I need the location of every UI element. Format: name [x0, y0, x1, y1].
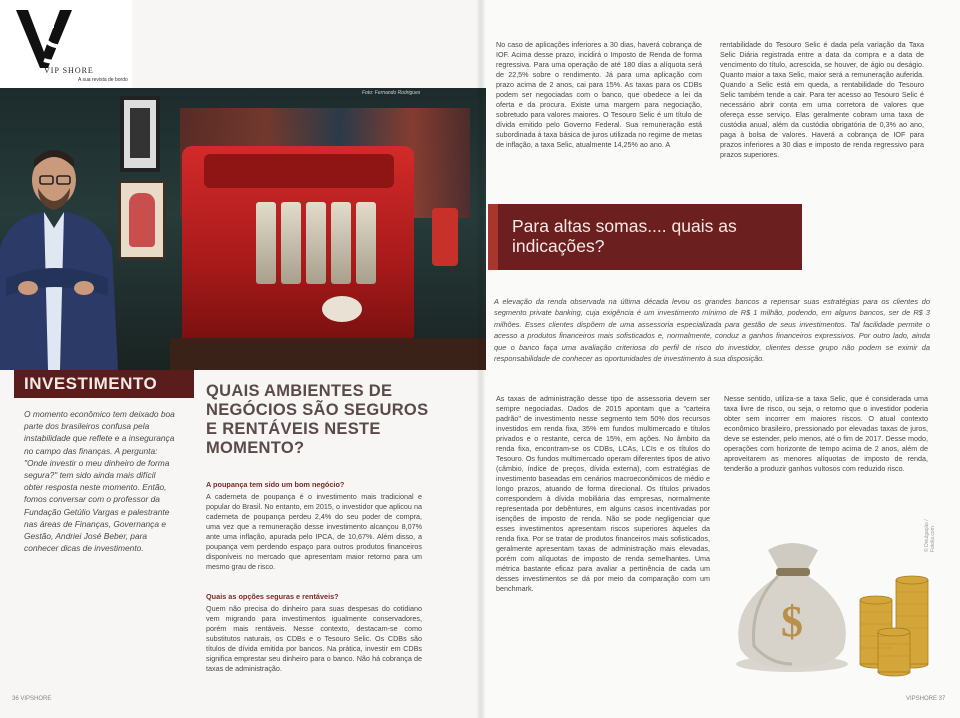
- svg-text:$: $: [781, 597, 803, 646]
- logo-brand: VIP SHORE: [44, 66, 94, 75]
- photo-credit: Foto: Fernando Rodrigues: [362, 90, 421, 96]
- right-bottom-column-1: As taxas de administração desse tipo de assessoria devem ser sempre negociadas. Dados de 2015 apontam que a "carteira padrão" de investimento nesse segmento tem 50% dos recursos investidos em renda fixa, 35% em fundos multimercado e títulos privados e o restante, cerca de 15%, em ações. No âmbito da renda fixa, encontram-se os CDBs, LCAs, LCIs e os títulos do Tesouro. Os fundos multimercado operam diferentes tipos de ativo (câmbio, índice de preços, dívida externa), com estratégias de investimento baseadas em cenários macroeconômicos de médio e longo prazos, atuando de forma direcional. Os títulos privados correspondem à dívida mobiliária das empresas, normalmente representada por debêntures, em alguns casos incentivadas por isenções de imposto de renda. Não se pode negligenciar que esses investimentos apresentam riscos superiores àqueles da renda fixa. Por se tratar de produtos financeiros mais sofisticados, geralmente apresentam taxas de administração mais elevadas, porém com alíquotas de imposto de renda semelhantes. Uma métrica bastante eficaz para avaliar a pertinência de cada um desses investimentos se dá por meio da comparação com um benchmark.: [496, 394, 710, 593]
- register-stand: [170, 338, 486, 370]
- question-heading-2: Quais as opções seguras e rentáveis?: [206, 592, 339, 601]
- page-gutter: [476, 0, 486, 718]
- framed-pinup-poster: [118, 180, 166, 260]
- logo-tagline: A sua revista de bordo: [78, 77, 128, 83]
- answer-paragraph-2: Quem não precisa do dinheiro para suas despesas do cotidiano vem migrando para investimentos igualmente conservadores, porém mais rentáveis. Nesse contexto, destacam-se como substitutos naturais, os CDBs e o Tesouro Selic. Os CDBs são títulos de dívida emitida por bancos. Na prática, investir em CDBs significa emprestar seu dinheiro para o banco. Não há cobrança de taxas de administração.: [206, 604, 422, 673]
- article-title: QUAIS AMBIENTES DE NEGÓCIOS SÃO SEGUROS E RENTÁVEIS NESTE MOMENTO?: [206, 382, 429, 457]
- section-banner: Para altas somas.... quais as indicações?: [488, 204, 802, 270]
- right-top-column-1: No caso de aplicações inferiores a 30 dias, haverá cobrança de IOF. Acima desse prazo, incidirá o Imposto de Renda de forma regressiva. Para uma operação de até 180 dias a alíquota será de 22,5% sobre o rendimento. Já para uma aplicação com prazo acima de 2 anos, cai para 15%. As taxas para os CDBs podem ser negociadas com o banco, que obedece a lei da oferta e da procura. Existe uma margem para negociação, sobretudo para valores maiores. O Tesouro Selic é um título de dívida emitido pelo Governo Federal. Sua remuneração está subordinada à taxa básica de juros utilizada no regime de metas de inflação, a taxa Selic, atualmente 14,25% ao ano. A: [496, 40, 702, 149]
- money-bag-illustration: [726, 536, 936, 678]
- right-bottom-column-2: Nesse sentido, utiliza-se a taxa Selic, que é considerada uma taxa livre de risco, ou seja, o retorno que o investidor poderia obter sem incorrer em maiores riscos. O atual contexto econômico brasileiro, pressionado por elevadas taxas de juros, deve se estender, pelo menos, até o fim de 2017. Desse modo, operações com horizonte de tempo acima de 2 anos, além de aproveitarem as menores alíquotas de imposto de renda, tenderão a produzir ganhos vultosos com reduzido risco.: [724, 394, 928, 473]
- framed-portrait: [120, 96, 160, 172]
- section-label: INVESTIMENTO: [14, 370, 194, 398]
- page-number-left: 36 VIPSHORE: [12, 696, 52, 702]
- intro-paragraph: O momento econômico tem deixado boa parte dos brasileiros confusa pela instabilidade que reflete e a insegurança no campo das finanças. A pergunta: "Onde investir o meu dinheiro de forma segura?" tem sido ainda mais difícil obter resposta neste momento. Então, fomos conversar com o professor da Fundação Getúlio Vargas e palestrante nas áreas de Finanças, Governança e Gestão, Andriei José Beber, para conhecer dicas de investimento.: [24, 409, 175, 554]
- magazine-logo: [0, 0, 132, 88]
- soda-can: [432, 208, 458, 266]
- cash-register: [182, 146, 414, 342]
- person-portrait: [0, 128, 118, 370]
- page-number-right: VIPSHORE 37: [906, 696, 946, 702]
- vs-logo-mark: [14, 6, 74, 70]
- lead-paragraph: A elevação da renda observada na última década levou os grandes bancos a repensar suas estratégias para os clientes do segmento private banking, cuja exigência é um investimento mínimo de R$ 1 milhão, podendo, em alguns bancos, ser de R$ 3 milhões. Esses clientes dispõem de uma assessoria especializada para gestão de seus investimentos. Tal facilidade permite o acesso a produtos financeiros mais sofisticados e, normalmente, conduz a ganhos financeiros expressivos. Por outro lado, ainda que o banco faça uma avaliação criteriosa do perfil de risco do investidor, clientes desse grupo não podem se eximir da responsabilidade de conhecer as oportunidades de investimento à sua disposição.: [494, 297, 930, 364]
- illustration-credit: © Divulgação / Fotolia.com: [924, 519, 936, 552]
- answer-paragraph-1: A caderneta de poupança é o investimento mais tradicional e popular do Brasil. No entanto, em 2015, o investidor que aplicou na caderneta de poupança perdeu 2,4% do seu poder de compra, uma vez que a remuneração desse investimento alcançou 8,07% ante uma inflação, apurada pelo IPCA, de 10,67%. Além disso, a poupança vem perdendo espaço para outros produtos financeiros disponíveis no mercado que apresentam maior retorno para um mesmo grau de risco.: [206, 492, 422, 571]
- right-top-column-2: rentabilidade do Tesouro Selic é dada pela variação da Taxa Selic Diária registrada entre a data da compra e a data de vencimento do título, acrescida, se houver, de ágio ou deságio. Quanto maior a taxa Selic, maior será a remuneração auferida. Quando a Selic está em queda, a rentabilidade do Tesouro Selic também tende a cair. Para ter acesso ao Tesouro Selic é necessário abrir conta em uma corretora de valores que ofereça esse serviço. Elas geralmente cobram uma taxa de custódia anual, além da custódia obrigatória de 0,3% ao ano, paga à bolsa de valores. Haverá a cobrança de IOF para prazos inferiores a 30 dias e imposto de renda regressivo para prazos superiores.: [720, 40, 924, 159]
- question-heading-1: A poupança tem sido um bom negócio?: [206, 480, 345, 489]
- cover-photo: [0, 88, 486, 370]
